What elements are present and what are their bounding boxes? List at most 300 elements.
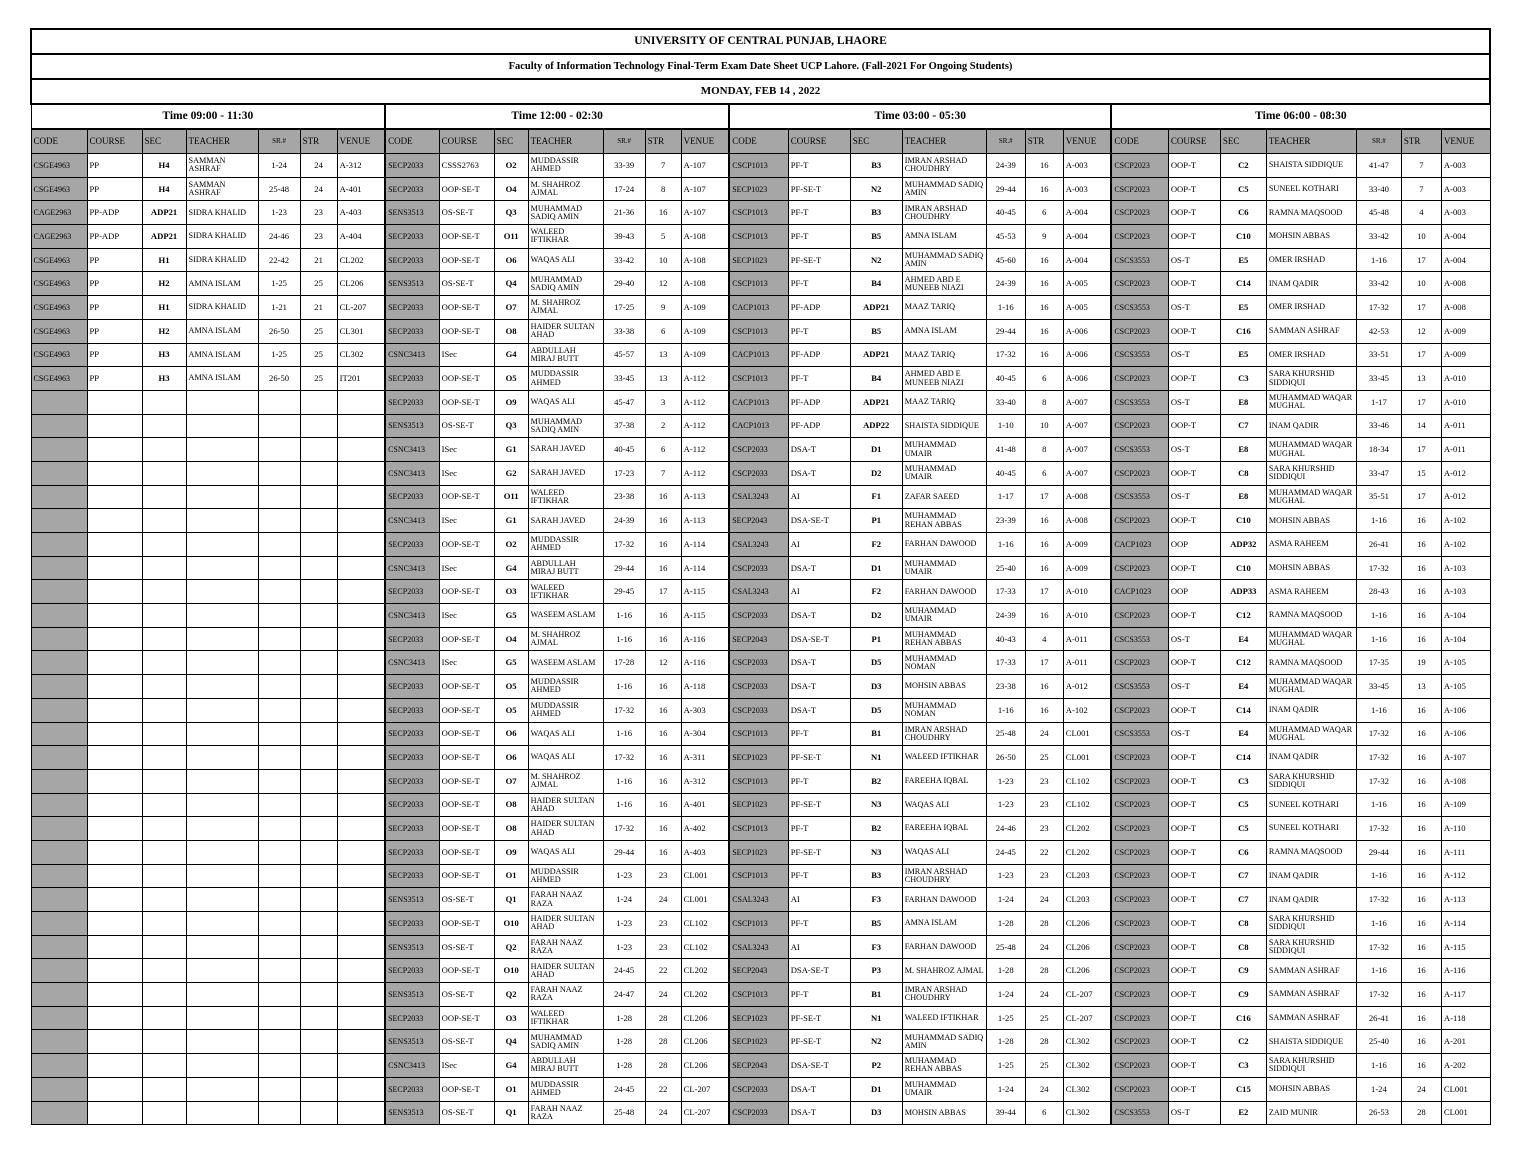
course-code-cell: CSCP2033	[729, 461, 788, 485]
venue-cell: CL206	[681, 1006, 729, 1030]
course-name-cell: OOP-T	[1168, 817, 1220, 841]
section-cell: B1	[850, 722, 902, 746]
section-cell: Q4	[494, 1030, 528, 1054]
course-code-cell: CSCP2023	[1111, 840, 1168, 864]
course-name-cell: OOP-T	[1168, 1077, 1220, 1101]
course-code-cell: CSGE4963	[31, 177, 87, 201]
teacher-cell: MUHAMMAD SADIQ AMIN	[528, 1030, 603, 1054]
serial-range-cell	[258, 485, 300, 509]
section-cell: O4	[494, 177, 528, 201]
course-code-cell: SECP2033	[385, 296, 439, 320]
serial-range-cell: 33-42	[1356, 225, 1401, 249]
venue-cell: A-003	[1441, 177, 1490, 201]
venue-cell	[337, 817, 385, 841]
strength-cell: 28	[1401, 1101, 1441, 1125]
serial-range-cell	[258, 840, 300, 864]
serial-range-cell	[258, 769, 300, 793]
course-name-cell: ISec	[439, 604, 494, 628]
section-cell: ADP22	[850, 414, 902, 438]
teacher-cell: WAQAS ALI	[528, 840, 603, 864]
course-code-cell: CSCS3553	[1111, 675, 1168, 699]
course-code-cell: CSCP2023	[1111, 177, 1168, 201]
strength-cell: 13	[645, 367, 681, 391]
strength-cell: 10	[1401, 272, 1441, 296]
table-row	[31, 983, 1490, 1007]
course-name-cell	[87, 698, 142, 722]
section-cell: E5	[1220, 248, 1266, 272]
teacher-cell	[186, 1030, 258, 1054]
serial-range-cell: 17-32	[1356, 935, 1401, 959]
teacher-cell: WAQAS ALI	[528, 390, 603, 414]
strength-cell: 16	[1401, 840, 1441, 864]
course-code-cell: SENS3513	[385, 1030, 439, 1054]
course-code-cell: CSCP2023	[1111, 604, 1168, 628]
teacher-cell: WALEED IFTIKHAR	[528, 1006, 603, 1030]
teacher-cell	[186, 983, 258, 1007]
venue-cell: A-102	[1441, 533, 1490, 557]
teacher-cell: MUDDASSIR AHMED	[528, 154, 603, 178]
section-cell	[142, 604, 186, 628]
venue-cell	[337, 414, 385, 438]
course-name-cell: PP	[87, 343, 142, 367]
venue-cell: A-114	[681, 556, 729, 580]
section-cell	[142, 1030, 186, 1054]
course-code-cell	[31, 840, 87, 864]
course-name-cell	[87, 769, 142, 793]
strength-cell: 12	[1401, 319, 1441, 343]
teacher-cell: AMNA ISLAM	[902, 912, 986, 936]
course-code-cell: CSCP2023	[1111, 698, 1168, 722]
serial-range-cell: 1-16	[603, 604, 645, 628]
venue-cell	[337, 556, 385, 580]
table-row	[31, 225, 1490, 249]
venue-cell: A-113	[1441, 888, 1490, 912]
course-name-cell: OOP-T	[1168, 840, 1220, 864]
section-cell: P3	[850, 959, 902, 983]
table-row	[31, 793, 1490, 817]
course-code-cell: CSCP2023	[1111, 959, 1168, 983]
serial-range-cell: 17-32	[1356, 722, 1401, 746]
column-header-sr: SR.#	[603, 129, 645, 154]
course-name-cell: ISec	[439, 651, 494, 675]
course-name-cell: PF-SE-T	[788, 840, 850, 864]
course-name-cell: DSA-T	[788, 1077, 850, 1101]
course-name-cell: PF-T	[788, 817, 850, 841]
teacher-cell: ZAID MUNIR	[1266, 1101, 1356, 1125]
strength-cell: 16	[645, 556, 681, 580]
strength-cell	[300, 509, 337, 533]
strength-cell: 24	[645, 1101, 681, 1125]
course-name-cell: OOP-T	[1168, 461, 1220, 485]
section-cell: ADP21	[850, 296, 902, 320]
strength-cell: 16	[1025, 675, 1063, 699]
venue-cell: CL202	[337, 248, 385, 272]
serial-range-cell: 1-23	[986, 769, 1025, 793]
strength-cell	[300, 864, 337, 888]
course-name-cell	[87, 604, 142, 628]
strength-cell	[300, 1030, 337, 1054]
table-row	[31, 556, 1490, 580]
teacher-cell: MUHAMMAD SADIQ AMIN	[902, 177, 986, 201]
exam-date: MONDAY, FEB 14 , 2022	[31, 79, 1490, 104]
course-name-cell: OOP-SE-T	[439, 793, 494, 817]
venue-cell	[337, 604, 385, 628]
section-cell	[142, 533, 186, 557]
course-name-cell: PF-SE-T	[788, 746, 850, 770]
course-name-cell: PF-SE-T	[788, 177, 850, 201]
course-code-cell: SECP1023	[729, 248, 788, 272]
serial-range-cell: 1-16	[1356, 864, 1401, 888]
time-slot-4: Time 06:00 - 08:30	[1111, 104, 1490, 129]
serial-range-cell: 45-48	[1356, 201, 1401, 225]
teacher-cell: FARAH NAAZ RAZA	[528, 1101, 603, 1125]
serial-range-cell: 29-44	[603, 556, 645, 580]
section-cell: D1	[850, 438, 902, 462]
section-cell: B5	[850, 225, 902, 249]
course-code-cell: CSGE4963	[31, 272, 87, 296]
venue-cell: A-004	[1063, 248, 1111, 272]
venue-cell: A-303	[681, 698, 729, 722]
course-code-cell: CSCS3553	[1111, 343, 1168, 367]
course-name-cell: PF-SE-T	[788, 1006, 850, 1030]
teacher-cell: MAAZ TARIQ	[902, 296, 986, 320]
strength-cell: 24	[645, 888, 681, 912]
course-code-cell: SECP2033	[385, 722, 439, 746]
strength-cell: 25	[300, 343, 337, 367]
section-cell: C16	[1220, 1006, 1266, 1030]
course-name-cell: AI	[788, 935, 850, 959]
venue-cell: CL202	[681, 983, 729, 1007]
serial-range-cell	[258, 438, 300, 462]
course-code-cell	[31, 390, 87, 414]
venue-cell	[337, 390, 385, 414]
venue-cell	[337, 1006, 385, 1030]
section-cell: C7	[1220, 864, 1266, 888]
course-code-cell: SECP2033	[385, 912, 439, 936]
table-row	[31, 319, 1490, 343]
section-cell	[142, 580, 186, 604]
strength-cell	[300, 414, 337, 438]
course-name-cell: OOP-SE-T	[439, 1077, 494, 1101]
course-name-cell: CSSS2763	[439, 154, 494, 178]
teacher-cell: FARHAN DAWOOD	[902, 888, 986, 912]
course-code-cell	[31, 1054, 87, 1078]
teacher-cell	[186, 580, 258, 604]
section-cell: O3	[494, 1006, 528, 1030]
strength-cell: 16	[645, 722, 681, 746]
course-name-cell: OOP-T	[1168, 509, 1220, 533]
strength-cell: 8	[1025, 390, 1063, 414]
venue-cell: A-102	[1063, 698, 1111, 722]
section-cell: P1	[850, 627, 902, 651]
teacher-cell: INAM QADIR	[1266, 272, 1356, 296]
venue-cell: A-112	[681, 461, 729, 485]
course-code-cell: CSCP2023	[1111, 1054, 1168, 1078]
strength-cell: 7	[1401, 154, 1441, 178]
section-cell: H2	[142, 319, 186, 343]
course-code-cell: CAGE2963	[31, 225, 87, 249]
serial-range-cell: 25-48	[603, 1101, 645, 1125]
venue-cell: CL206	[1063, 935, 1111, 959]
course-code-cell: CSNC3413	[385, 343, 439, 367]
venue-cell	[337, 461, 385, 485]
course-name-cell	[87, 533, 142, 557]
serial-range-cell: 45-60	[986, 248, 1025, 272]
teacher-cell: MUHAMMAD WAQAR MUGHAL	[1266, 722, 1356, 746]
course-name-cell: OOP-SE-T	[439, 580, 494, 604]
strength-cell: 16	[1025, 556, 1063, 580]
teacher-cell: MAAZ TARIQ	[902, 390, 986, 414]
strength-cell	[300, 580, 337, 604]
course-name-cell: OOP-T	[1168, 367, 1220, 391]
teacher-cell: IMRAN ARSHAD CHOUDHRY	[902, 722, 986, 746]
teacher-cell: MOHSIN ABBAS	[1266, 1077, 1356, 1101]
section-cell	[142, 912, 186, 936]
section-cell: H4	[142, 177, 186, 201]
course-code-cell	[31, 485, 87, 509]
course-name-cell: OOP-SE-T	[439, 485, 494, 509]
serial-range-cell: 21-36	[603, 201, 645, 225]
venue-cell: A-116	[681, 627, 729, 651]
venue-cell: A-304	[681, 722, 729, 746]
section-cell: G4	[494, 343, 528, 367]
course-name-cell: PF-T	[788, 319, 850, 343]
section-cell: F2	[850, 580, 902, 604]
venue-cell: A-403	[337, 201, 385, 225]
venue-cell: CL001	[681, 864, 729, 888]
serial-range-cell: 1-16	[603, 675, 645, 699]
serial-range-cell: 26-41	[1356, 1006, 1401, 1030]
serial-range-cell: 17-32	[1356, 817, 1401, 841]
venue-cell: A-007	[1063, 390, 1111, 414]
course-code-cell: SECP2033	[385, 1077, 439, 1101]
time-slot-1: Time 09:00 - 11:30	[31, 104, 385, 129]
strength-cell: 22	[1025, 840, 1063, 864]
venue-cell: A-116	[1441, 959, 1490, 983]
course-name-cell	[87, 414, 142, 438]
table-row	[31, 580, 1490, 604]
section-cell	[142, 627, 186, 651]
strength-cell: 16	[1401, 746, 1441, 770]
teacher-cell: FAREEHA IQBAL	[902, 769, 986, 793]
section-cell	[142, 817, 186, 841]
serial-range-cell: 1-24	[986, 888, 1025, 912]
course-name-cell: OOP-SE-T	[439, 840, 494, 864]
course-name-cell: OOP-T	[1168, 698, 1220, 722]
course-code-cell: CAGE2963	[31, 201, 87, 225]
section-cell: O7	[494, 296, 528, 320]
course-code-cell	[31, 959, 87, 983]
course-name-cell: OS-SE-T	[439, 1030, 494, 1054]
section-cell: C16	[1220, 319, 1266, 343]
strength-cell	[300, 1077, 337, 1101]
strength-cell: 17	[1025, 651, 1063, 675]
section-cell: Q4	[494, 272, 528, 296]
course-code-cell: CSCS3553	[1111, 1101, 1168, 1125]
section-cell: C8	[1220, 912, 1266, 936]
section-cell	[142, 959, 186, 983]
teacher-cell	[186, 556, 258, 580]
course-code-cell: CSCP2023	[1111, 154, 1168, 178]
date-sheet-table	[30, 28, 1491, 1125]
section-cell: G4	[494, 1054, 528, 1078]
table-row	[31, 438, 1490, 462]
course-code-cell: SECP2043	[729, 1054, 788, 1078]
teacher-cell: MUHAMMAD WAQAR MUGHAL	[1266, 390, 1356, 414]
venue-cell	[337, 864, 385, 888]
serial-range-cell: 1-28	[986, 912, 1025, 936]
teacher-cell: MUDDASSIR AHMED	[528, 1077, 603, 1101]
course-code-cell	[31, 438, 87, 462]
course-code-cell: SENS3513	[385, 272, 439, 296]
venue-cell: A-012	[1441, 485, 1490, 509]
column-header-teacher: TEACHER	[902, 129, 986, 154]
strength-cell: 25	[1025, 1006, 1063, 1030]
serial-range-cell: 17-33	[986, 651, 1025, 675]
course-code-cell: SECP2033	[385, 698, 439, 722]
teacher-cell: MUDDASSIR AHMED	[528, 864, 603, 888]
course-name-cell	[87, 1030, 142, 1054]
course-name-cell: OOP-T	[1168, 1006, 1220, 1030]
course-name-cell: ISec	[439, 1054, 494, 1078]
section-cell: C14	[1220, 272, 1266, 296]
course-code-cell: CSCP2023	[1111, 414, 1168, 438]
teacher-cell: IMRAN ARSHAD CHOUDHRY	[902, 154, 986, 178]
course-name-cell: ISec	[439, 461, 494, 485]
teacher-cell: MUHAMMAD WAQAR MUGHAL	[1266, 485, 1356, 509]
course-code-cell: SECP2033	[385, 225, 439, 249]
course-name-cell: OS-T	[1168, 296, 1220, 320]
venue-cell: A-010	[1063, 580, 1111, 604]
strength-cell: 7	[645, 154, 681, 178]
course-code-cell: CSCP2023	[1111, 651, 1168, 675]
serial-range-cell: 33-39	[603, 154, 645, 178]
course-code-cell: SECP2033	[385, 769, 439, 793]
venue-cell	[337, 485, 385, 509]
section-cell: C10	[1220, 556, 1266, 580]
table-row	[31, 675, 1490, 699]
course-name-cell: PP	[87, 367, 142, 391]
course-name-cell: AI	[788, 888, 850, 912]
course-code-cell	[31, 414, 87, 438]
strength-cell: 16	[645, 746, 681, 770]
serial-range-cell: 17-32	[603, 698, 645, 722]
section-cell	[142, 888, 186, 912]
strength-cell: 16	[1401, 509, 1441, 533]
strength-cell: 17	[1401, 485, 1441, 509]
course-code-cell: CSNC3413	[385, 461, 439, 485]
course-name-cell: PF-T	[788, 983, 850, 1007]
section-cell: Q2	[494, 935, 528, 959]
course-name-cell: OOP-SE-T	[439, 722, 494, 746]
section-cell	[142, 651, 186, 675]
strength-cell: 17	[1401, 390, 1441, 414]
strength-cell: 13	[645, 343, 681, 367]
strength-cell	[300, 1054, 337, 1078]
strength-cell: 7	[645, 461, 681, 485]
course-code-cell: CSGE4963	[31, 154, 87, 178]
course-name-cell: OOP-T	[1168, 201, 1220, 225]
teacher-cell: M. SHAHROZ AJMAL	[528, 769, 603, 793]
strength-cell: 16	[645, 201, 681, 225]
serial-range-cell: 1-24	[986, 1077, 1025, 1101]
strength-cell: 9	[645, 296, 681, 320]
venue-cell: A-116	[681, 651, 729, 675]
venue-cell: A-003	[1063, 177, 1111, 201]
teacher-cell	[186, 533, 258, 557]
teacher-cell	[186, 746, 258, 770]
section-cell: C9	[1220, 959, 1266, 983]
venue-cell: A-118	[681, 675, 729, 699]
course-code-cell: CSCP2033	[729, 556, 788, 580]
teacher-cell: AMNA ISLAM	[186, 272, 258, 296]
strength-cell: 19	[1401, 651, 1441, 675]
course-code-cell: SECP1023	[729, 1006, 788, 1030]
venue-cell: A-004	[1063, 225, 1111, 249]
strength-cell: 21	[300, 296, 337, 320]
venue-cell: A-103	[1441, 556, 1490, 580]
section-cell: E4	[1220, 722, 1266, 746]
course-code-cell: SECP1023	[729, 793, 788, 817]
venue-cell: A-106	[1441, 722, 1490, 746]
venue-cell: A-112	[681, 367, 729, 391]
strength-cell: 16	[1401, 604, 1441, 628]
course-name-cell: OOP-T	[1168, 769, 1220, 793]
course-code-cell: SECP1023	[729, 746, 788, 770]
teacher-cell: ASMA RAHEEM	[1266, 580, 1356, 604]
teacher-cell: M. SHAHROZ AJMAL	[528, 627, 603, 651]
section-cell: N2	[850, 177, 902, 201]
table-row	[31, 272, 1490, 296]
section-cell: O1	[494, 864, 528, 888]
course-code-cell: CSAL3243	[729, 580, 788, 604]
course-name-cell	[87, 438, 142, 462]
course-code-cell: CSCP1013	[729, 272, 788, 296]
venue-cell: A-115	[1441, 935, 1490, 959]
teacher-cell: SIDRA KHALID	[186, 225, 258, 249]
table-row	[31, 864, 1490, 888]
course-code-cell: SECP2033	[385, 675, 439, 699]
section-cell: C3	[1220, 1054, 1266, 1078]
venue-cell: CL203	[1063, 888, 1111, 912]
column-header-str: STR	[1025, 129, 1063, 154]
strength-cell: 7	[1401, 177, 1441, 201]
table-row	[31, 343, 1490, 367]
section-cell: D2	[850, 604, 902, 628]
table-row	[31, 935, 1490, 959]
venue-cell: A-104	[1441, 604, 1490, 628]
section-cell: C9	[1220, 983, 1266, 1007]
teacher-cell	[186, 864, 258, 888]
course-code-cell	[31, 1006, 87, 1030]
serial-range-cell: 33-45	[603, 367, 645, 391]
venue-cell: A-010	[1063, 604, 1111, 628]
course-code-cell: CSCS3553	[1111, 722, 1168, 746]
course-name-cell: OOP-T	[1168, 935, 1220, 959]
strength-cell: 23	[645, 935, 681, 959]
serial-range-cell: 39-44	[986, 1101, 1025, 1125]
venue-cell	[337, 1101, 385, 1125]
strength-cell	[300, 651, 337, 675]
venue-cell: CL301	[337, 319, 385, 343]
serial-range-cell: 1-17	[986, 485, 1025, 509]
venue-cell: A-006	[1063, 343, 1111, 367]
course-name-cell: OS-T	[1168, 722, 1220, 746]
strength-cell: 28	[645, 1054, 681, 1078]
strength-cell: 16	[645, 604, 681, 628]
section-cell: ADP21	[850, 343, 902, 367]
venue-cell: A-202	[1441, 1054, 1490, 1078]
